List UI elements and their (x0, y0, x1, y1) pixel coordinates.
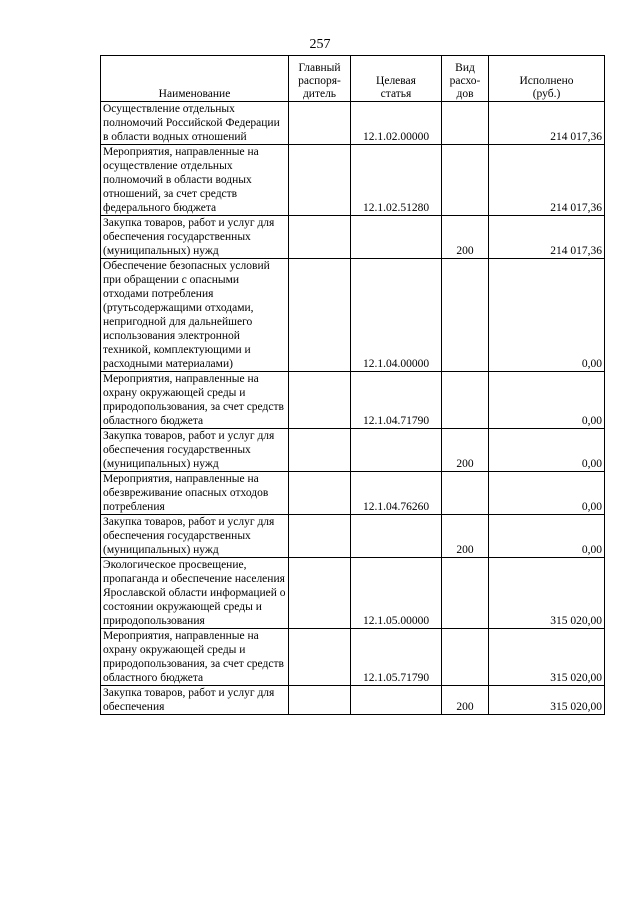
row-target-article-cell (351, 429, 442, 472)
row-target-article-cell: 12.1.04.76260 (351, 472, 442, 515)
table-row (101, 472, 605, 515)
row-target-article-cell: 12.1.02.00000 (351, 102, 442, 145)
row-name-cell: Закупка товаров, работ и услуг для обеспечения государственных (муниципальных) нужд (101, 429, 289, 472)
row-expense-type-cell (442, 145, 489, 216)
header-main-manager: Главный распоря- дитель (289, 56, 351, 102)
row-expense-type-cell (442, 102, 489, 145)
row-name-cell: Экологическое просвещение, пропаганда и обеспечение населения Ярославской области информацией о состоянии окружающей среды и природопользования (101, 558, 289, 629)
row-expense-type-cell: 200 (442, 216, 489, 259)
row-executed-cell: 214 017,36 (489, 145, 605, 216)
row-main-manager-cell (289, 515, 351, 558)
row-main-manager-cell (289, 686, 351, 715)
table-row (101, 145, 605, 216)
header-name: Наименование (101, 56, 289, 102)
row-target-article-cell: 12.1.04.00000 (351, 259, 442, 372)
row-expense-type-cell (442, 558, 489, 629)
row-target-article-cell: 12.1.02.51280 (351, 145, 442, 216)
row-name-cell: Мероприятия, направленные на обезвреживание опасных отходов потребления (101, 472, 289, 515)
row-executed-cell: 214 017,36 (489, 216, 605, 259)
table-row (101, 686, 605, 715)
row-name-cell: Осуществление отдельных полномочий Российской Федерации в области водных отношений (101, 102, 289, 145)
row-expense-type-cell: 200 (442, 429, 489, 472)
table-header-row (101, 56, 605, 102)
header-target-article: Целевая статья (351, 56, 442, 102)
table-row (101, 102, 605, 145)
row-main-manager-cell (289, 472, 351, 515)
row-executed-cell: 315 020,00 (489, 558, 605, 629)
row-main-manager-cell (289, 372, 351, 429)
row-main-manager-cell (289, 558, 351, 629)
row-name-cell: Закупка товаров, работ и услуг для обеспечения государственных (муниципальных) нужд (101, 515, 289, 558)
row-main-manager-cell (289, 629, 351, 686)
row-main-manager-cell (289, 102, 351, 145)
row-expense-type-cell: 200 (442, 686, 489, 715)
row-target-article-cell (351, 216, 442, 259)
row-executed-cell: 0,00 (489, 472, 605, 515)
row-name-cell: Мероприятия, направленные на осуществление отдельных полномочий в области водных отношений, за счет средств федерального бюджета (101, 145, 289, 216)
row-target-article-cell: 12.1.05.00000 (351, 558, 442, 629)
row-name-cell: Мероприятия, направленные на охрану окружающей среды и природопользования, за счет средств областного бюджета (101, 629, 289, 686)
budget-table (100, 55, 605, 715)
table-row (101, 429, 605, 472)
table-row (101, 259, 605, 372)
table-row (101, 372, 605, 429)
row-executed-cell: 0,00 (489, 372, 605, 429)
header-executed: Исполнено (руб.) (489, 56, 605, 102)
page-number: 257 (309, 37, 331, 52)
row-main-manager-cell (289, 259, 351, 372)
row-expense-type-cell (442, 259, 489, 372)
row-target-article-cell (351, 686, 442, 715)
row-executed-cell: 315 020,00 (489, 686, 605, 715)
row-expense-type-cell (442, 629, 489, 686)
table-row (101, 558, 605, 629)
row-executed-cell: 0,00 (489, 259, 605, 372)
row-executed-cell: 0,00 (489, 515, 605, 558)
table-body (101, 102, 605, 715)
row-executed-cell: 0,00 (489, 429, 605, 472)
row-name-cell: Мероприятия, направленные на охрану окружающей среды и природопользования, за счет средств областного бюджета (101, 372, 289, 429)
row-target-article-cell: 12.1.05.71790 (351, 629, 442, 686)
table-row (101, 629, 605, 686)
table-row (101, 216, 605, 259)
row-name-cell: Закупка товаров, работ и услуг для обеспечения государственных (муниципальных) нужд (101, 216, 289, 259)
row-target-article-cell: 12.1.04.71790 (351, 372, 442, 429)
header-expense-type: Вид расхо- дов (442, 56, 489, 102)
row-executed-cell: 315 020,00 (489, 629, 605, 686)
row-name-cell: Закупка товаров, работ и услуг для обеспечения (101, 686, 289, 715)
table-row (101, 515, 605, 558)
row-expense-type-cell: 200 (442, 515, 489, 558)
row-main-manager-cell (289, 216, 351, 259)
row-expense-type-cell (442, 472, 489, 515)
row-expense-type-cell (442, 372, 489, 429)
row-target-article-cell (351, 515, 442, 558)
row-main-manager-cell (289, 429, 351, 472)
row-name-cell: Обеспечение безопасных условий при обращении с опасными отходами потребления (ртутьсодержащими отходами, непригодной для дальнейшего использования электронной техникой, комплектующими и расходными материалами) (101, 259, 289, 372)
row-main-manager-cell (289, 145, 351, 216)
row-executed-cell: 214 017,36 (489, 102, 605, 145)
